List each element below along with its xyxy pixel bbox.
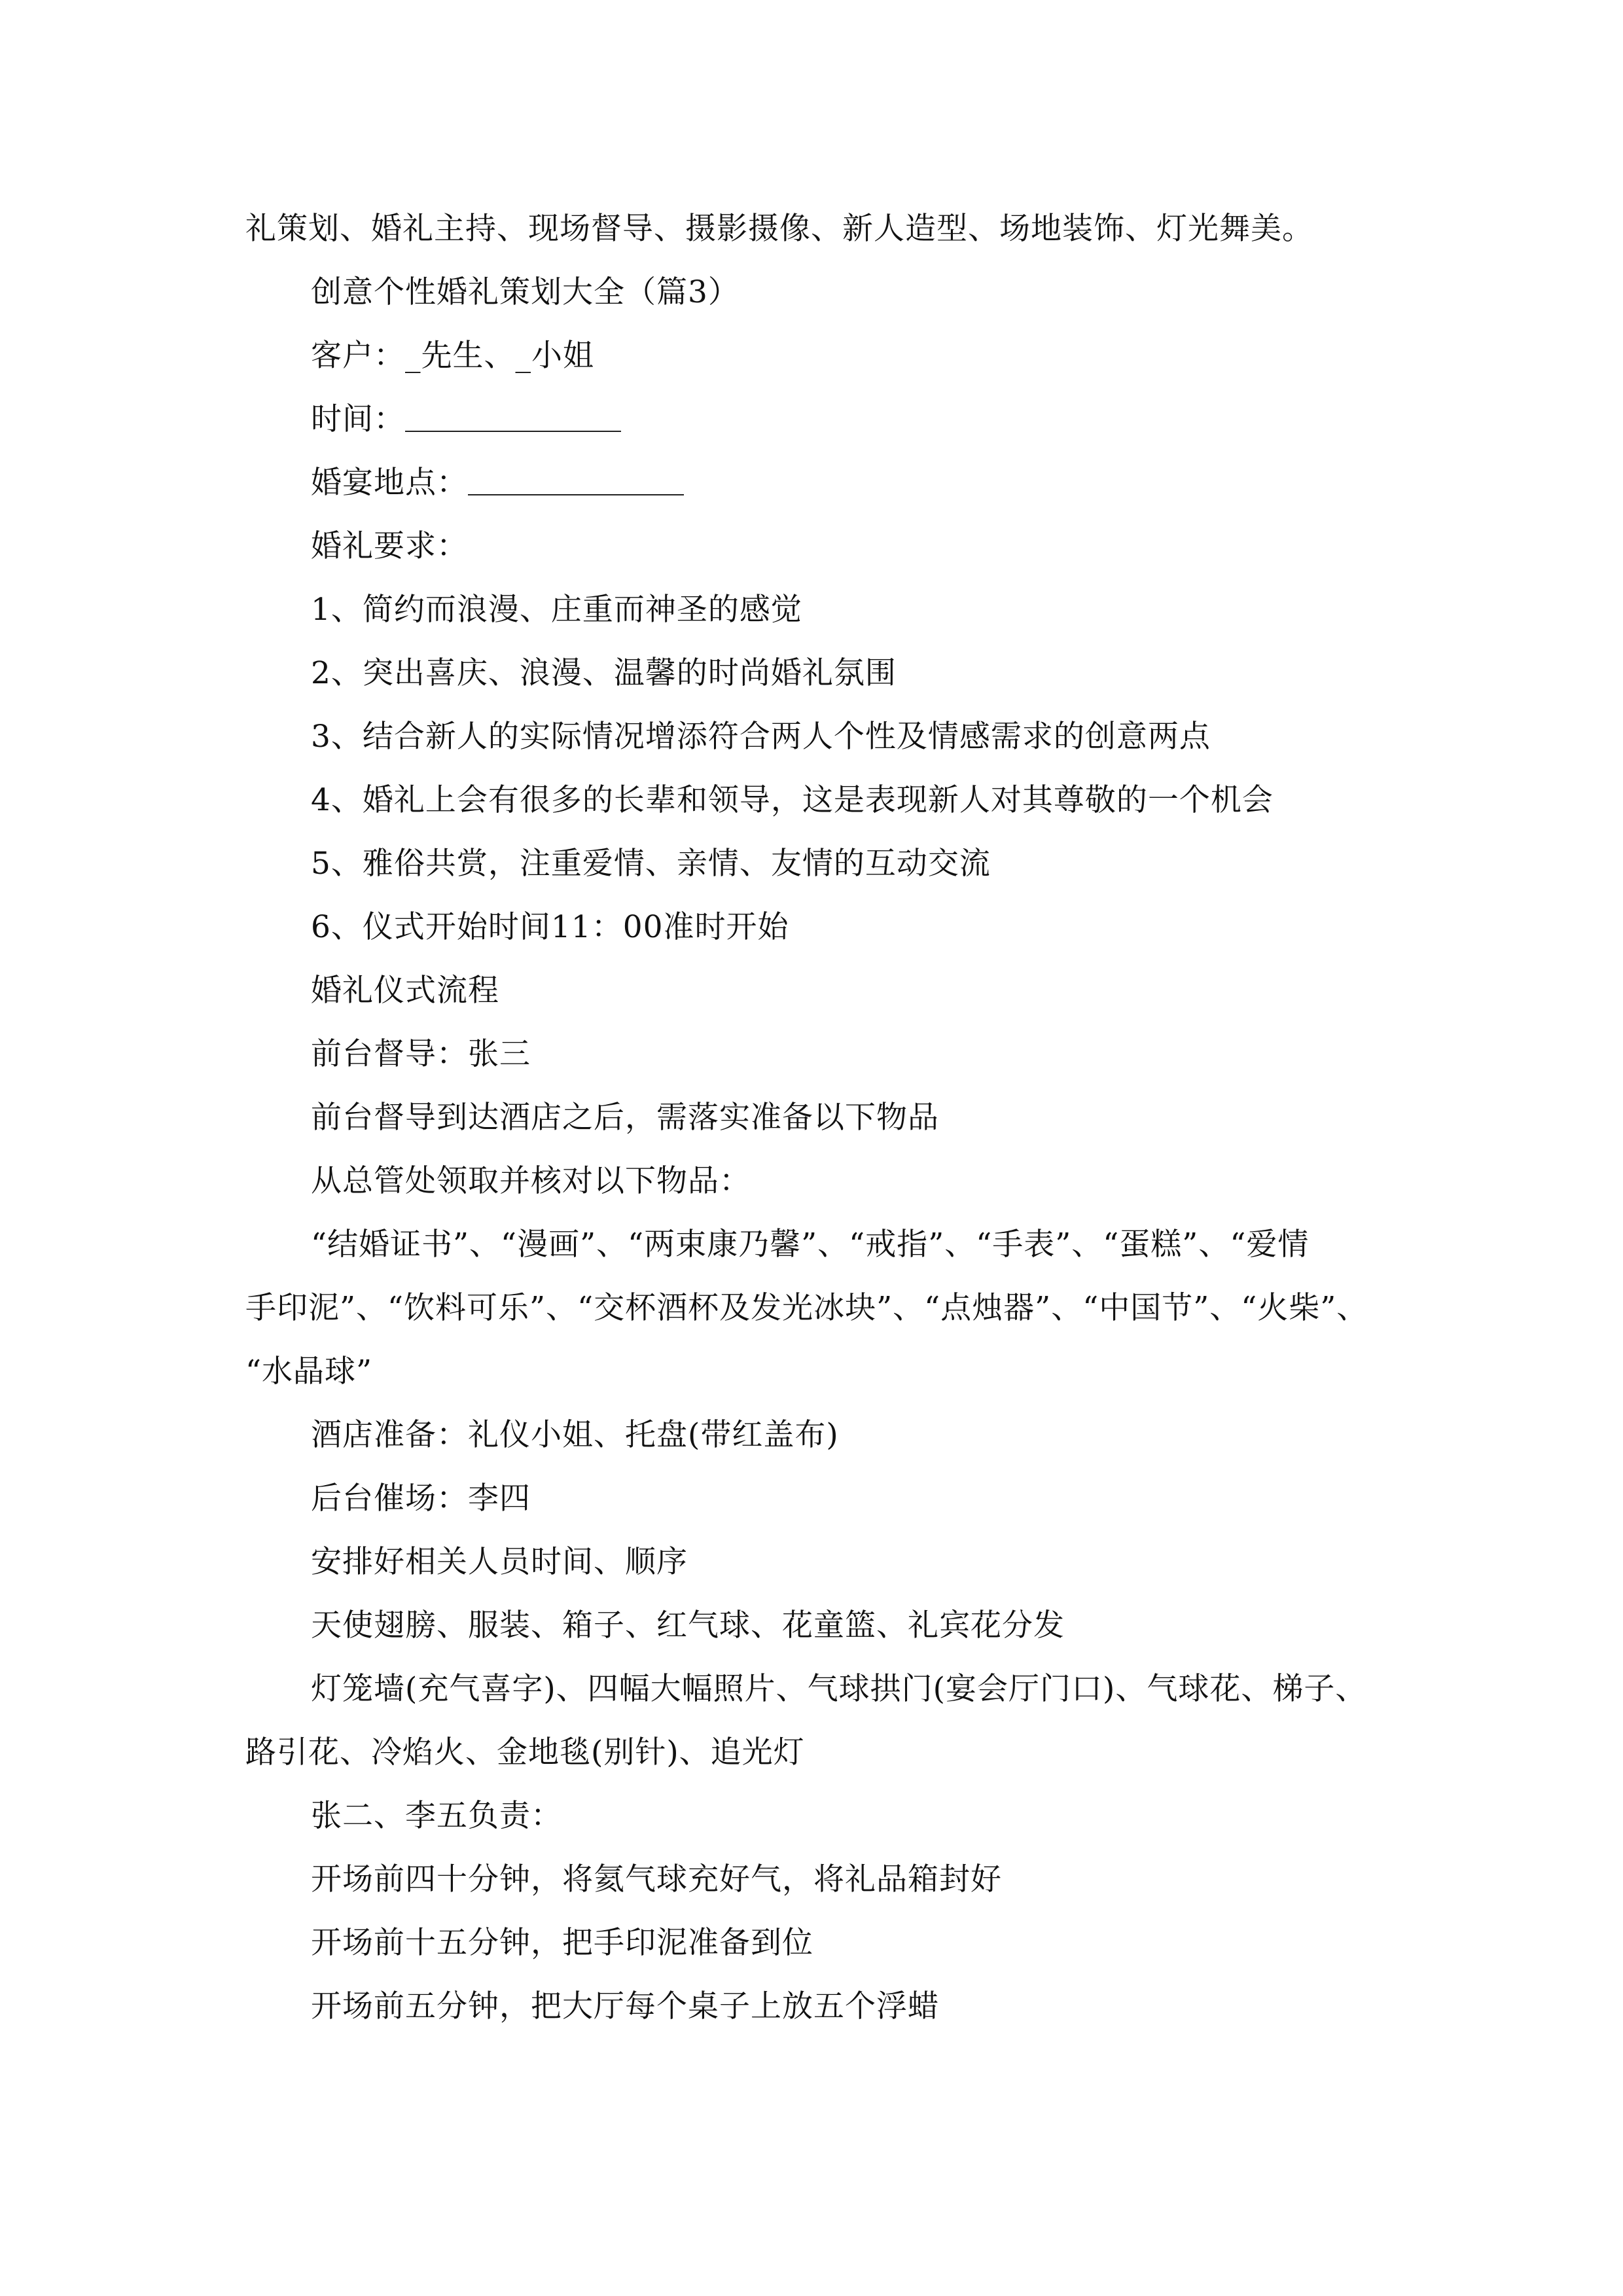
text-line: 开场前十五分钟，把手印泥准备到位: [311, 1925, 813, 1961]
time-blank: [405, 402, 621, 432]
text-line: 2、突出喜庆、浪漫、温馨的时尚婚礼氛围: [311, 655, 897, 691]
text-line: “水晶球”: [245, 1354, 373, 1390]
list-item: [311, 590, 802, 630]
text-line: 酒店准备：礼仪小姐、托盘(带红盖布): [311, 1417, 839, 1453]
text-line: 灯笼墙(充气喜字)、四幅大幅照片、气球拱门(宴会厅门口)、气球花、梯子、: [311, 1671, 1367, 1707]
text-line: 张二、李五负责：: [311, 1798, 562, 1834]
venue-blank: [468, 465, 684, 495]
section-heading: [311, 273, 740, 312]
text-line: 3、结合新人的实际情况增添符合两人个性及情感需求的创意两点: [311, 719, 1211, 755]
paragraph: [311, 1035, 531, 1074]
paragraph: [311, 1479, 531, 1518]
text-line: 创意个性婚礼策划大全（篇3）: [311, 274, 740, 310]
text-line: 礼策划、婚礼主持、现场督导、摄影摄像、新人造型、场地装饰、灯光舞美。: [245, 211, 1313, 247]
client-line: [311, 336, 594, 376]
paragraph: [311, 1098, 939, 1138]
list-item: [311, 717, 1211, 757]
requirements-heading: [311, 527, 468, 566]
text-line: 5、雅俗共赏，注重爱情、亲情、友情的互动交流: [311, 846, 991, 882]
time-line: [311, 400, 621, 439]
paragraph: [311, 1924, 813, 1963]
text-line: 婚宴地点：: [311, 465, 468, 501]
text-line: 婚礼仪式流程: [311, 973, 499, 1009]
text-line: 从总管处领取并核对以下物品：: [311, 1163, 751, 1199]
venue-line: [311, 463, 684, 503]
text-line: 客户：_先生、_小姐: [311, 338, 594, 374]
paragraph: [311, 1797, 562, 1836]
text-line: 1、简约而浪漫、庄重而神圣的感觉: [311, 592, 802, 628]
list-item: [311, 781, 1274, 820]
text-line: 后台催场：李四: [311, 1480, 531, 1516]
paragraph-continuation: [245, 209, 1313, 249]
paragraph: [311, 1162, 751, 1201]
text-line: “结婚证书”、“漫画”、“两束康乃馨”、“戒指”、“手表”、“蛋糕”、“爱情: [311, 1227, 1310, 1263]
paragraph: [311, 1225, 1309, 1265]
paragraph: [311, 1860, 1002, 1899]
paragraph-continuation: [245, 1352, 372, 1391]
paragraph: [311, 1416, 839, 1455]
list-item: [311, 654, 897, 693]
text-line: 6、仪式开始时间11：00准时开始: [311, 909, 789, 945]
text-line: 开场前四十分钟，将氦气球充好气，将礼品箱封好: [311, 1861, 1002, 1897]
text-line: 前台督导：张三: [311, 1036, 531, 1072]
paragraph: [311, 1670, 1366, 1709]
text-line: 天使翅膀、服装、箱子、红气球、花童篮、礼宾花分发: [311, 1607, 1065, 1643]
paragraph-continuation: [245, 1289, 1368, 1328]
paragraph-continuation: [245, 1733, 805, 1772]
text-line: 路引花、冷焰火、金地毯(别针)、追光灯: [245, 1734, 805, 1770]
text-line: 手印泥”、“饮料可乐”、“交杯酒杯及发光冰块”、“点烛器”、“中国节”、“火柴”、: [245, 1290, 1368, 1326]
text-line: 时间：: [311, 401, 405, 437]
text-line: 婚礼要求：: [311, 528, 468, 564]
paragraph: [311, 1543, 688, 1582]
text-line: 开场前五分钟，把大厅每个桌子上放五个浮蜡: [311, 1988, 939, 2024]
paragraph: [311, 1606, 1065, 1645]
ceremony-heading: [311, 971, 499, 1011]
text-line: 4、婚礼上会有很多的长辈和领导，这是表现新人对其尊敬的一个机会: [311, 782, 1274, 818]
text-line: 安排好相关人员时间、顺序: [311, 1544, 688, 1580]
list-item: [311, 844, 991, 884]
text-line: 前台督导到达酒店之后，需落实准备以下物品: [311, 1100, 939, 1136]
paragraph: [311, 1987, 939, 2026]
list-item: [311, 908, 789, 947]
